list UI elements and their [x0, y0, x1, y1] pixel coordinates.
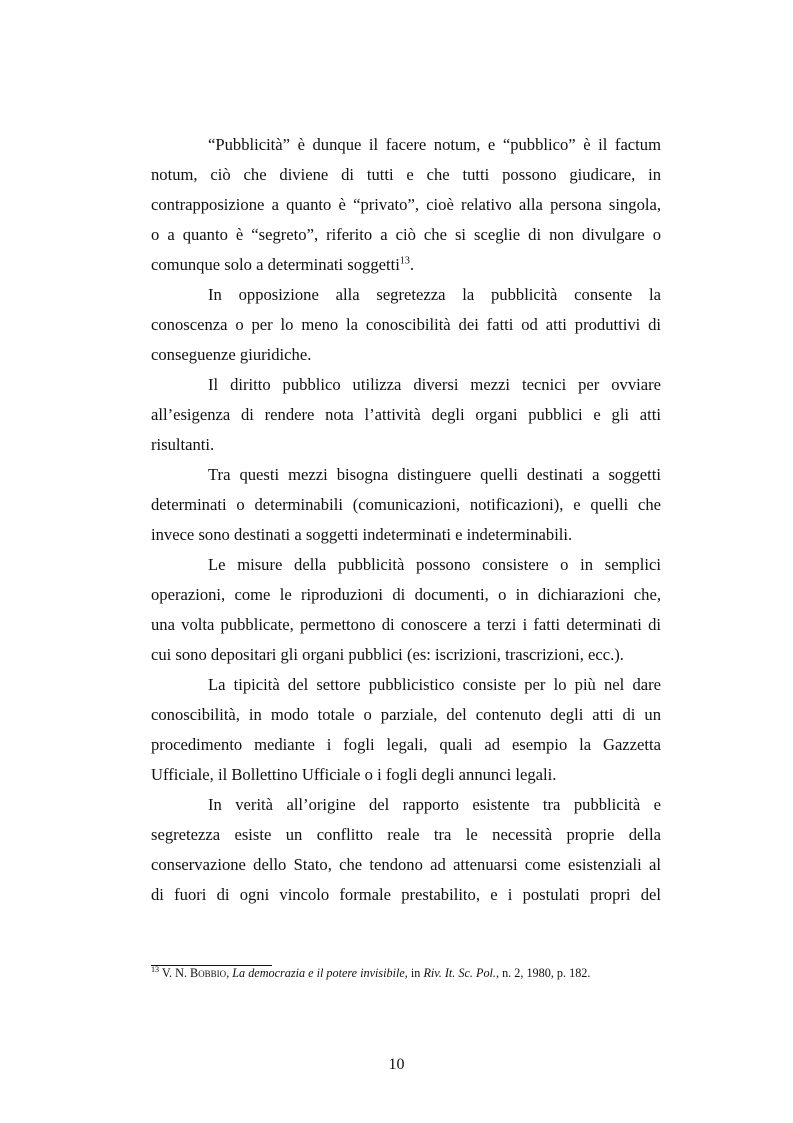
text-line: all’esigenza di rendere nota l’attività degli organi pubblici e gli atti: [151, 405, 661, 424]
paragraph: [151, 670, 661, 790]
text-line: una volta pubblicate, permettono di conoscere a terzi i fatti determinati di: [151, 615, 661, 634]
text-line: In verità all’origine del rapporto esistente tra pubblicità e: [208, 795, 661, 814]
paragraph: [151, 370, 661, 460]
footnote-author-surname: Bobbio: [190, 966, 227, 980]
text-line: Le misure della pubblicità possono consistere o in semplici: [208, 555, 661, 574]
paragraph: [151, 790, 661, 910]
text-line: La tipicità del settore pubblicistico consiste per lo più nel dare: [208, 675, 661, 694]
text-line: Il diritto pubblico utilizza diversi mezzi tecnici per ovviare: [208, 375, 661, 394]
text-line: Tra questi mezzi bisogna distinguere quelli destinati a soggetti: [208, 465, 661, 484]
footnote-title: La democrazia e il potere invisibile,: [232, 966, 408, 980]
paragraph: [151, 460, 661, 550]
footnote-reference[interactable]: 13: [399, 255, 410, 267]
text-line: conseguenze giuridiche.: [151, 345, 312, 364]
footnote-13: $^{13}$ V. N. Bobbio, La democrazia e il potere invisibile, in Riv. It. Sc. Pol., n. 2, 1980, p. 182.: [151, 964, 591, 980]
text-line: “Pubblicità” è dunque il facere notum, e “pubblico” è il factum: [208, 135, 661, 154]
footnote-author-initials: V. N.: [161, 966, 187, 980]
body-text: [151, 130, 661, 910]
text-line: operazioni, come le riproduzioni di documenti, o in dichiarazioni che,: [151, 585, 661, 604]
footnote-journal: Riv. It. Sc. Pol.,: [423, 966, 500, 980]
paragraph: [151, 130, 661, 280]
text-line: Ufficiale, il Bollettino Ufficiale o i fogli degli annunci legali.: [151, 765, 557, 784]
text-line: conoscenza o per lo meno la conoscibilità dei fatti od atti produttivi di: [151, 315, 661, 334]
text-line: conoscibilità, in modo totale o parziale, del contenuto degli atti di un: [151, 705, 661, 724]
footnote-number: 13: [151, 964, 159, 974]
text-line: procedimento mediante i fogli legali, quali ad esempio la Gazzetta: [151, 735, 661, 754]
paragraph: [151, 550, 661, 670]
page-number: 10: [388, 1056, 405, 1073]
text-line: In opposizione alla segretezza la pubblicità consente la: [208, 285, 661, 304]
text-line: o a quanto è “segreto”, riferito a ciò che si sceglie di non divulgare o: [151, 225, 661, 244]
paragraph: [151, 280, 661, 370]
text-line: di fuori di ogni vincolo formale prestabilito, e i postulati propri del: [151, 885, 661, 904]
text-line: invece sono destinati a soggetti indeterminati e indeterminabili.: [151, 525, 573, 544]
text-line: risultanti.: [151, 435, 215, 454]
text-line: cui sono depositari gli organi pubblici (es: iscrizioni, trascrizioni, ecc.).: [151, 645, 624, 664]
text-line: determinati o determinabili (comunicazioni, notificazioni), e quelli che: [151, 495, 661, 514]
text-line: comunque solo a determinati soggetti$^{13}$.: [151, 255, 415, 274]
text-line: segretezza esiste un conflitto reale tra le necessità proprie della: [151, 825, 661, 844]
text-line: notum, ciò che diviene di tutti e che tutti possono giudicare, in: [151, 165, 661, 184]
footnote-in: in: [410, 966, 421, 980]
footnote-details: n. 2, 1980, p. 182.: [502, 966, 591, 980]
text-line: contrapposizione a quanto è “privato”, cioè relativo alla persona singola,: [151, 195, 661, 214]
text-line: conservazione dello Stato, che tendono ad attenuarsi come esistenziali al: [151, 855, 661, 874]
